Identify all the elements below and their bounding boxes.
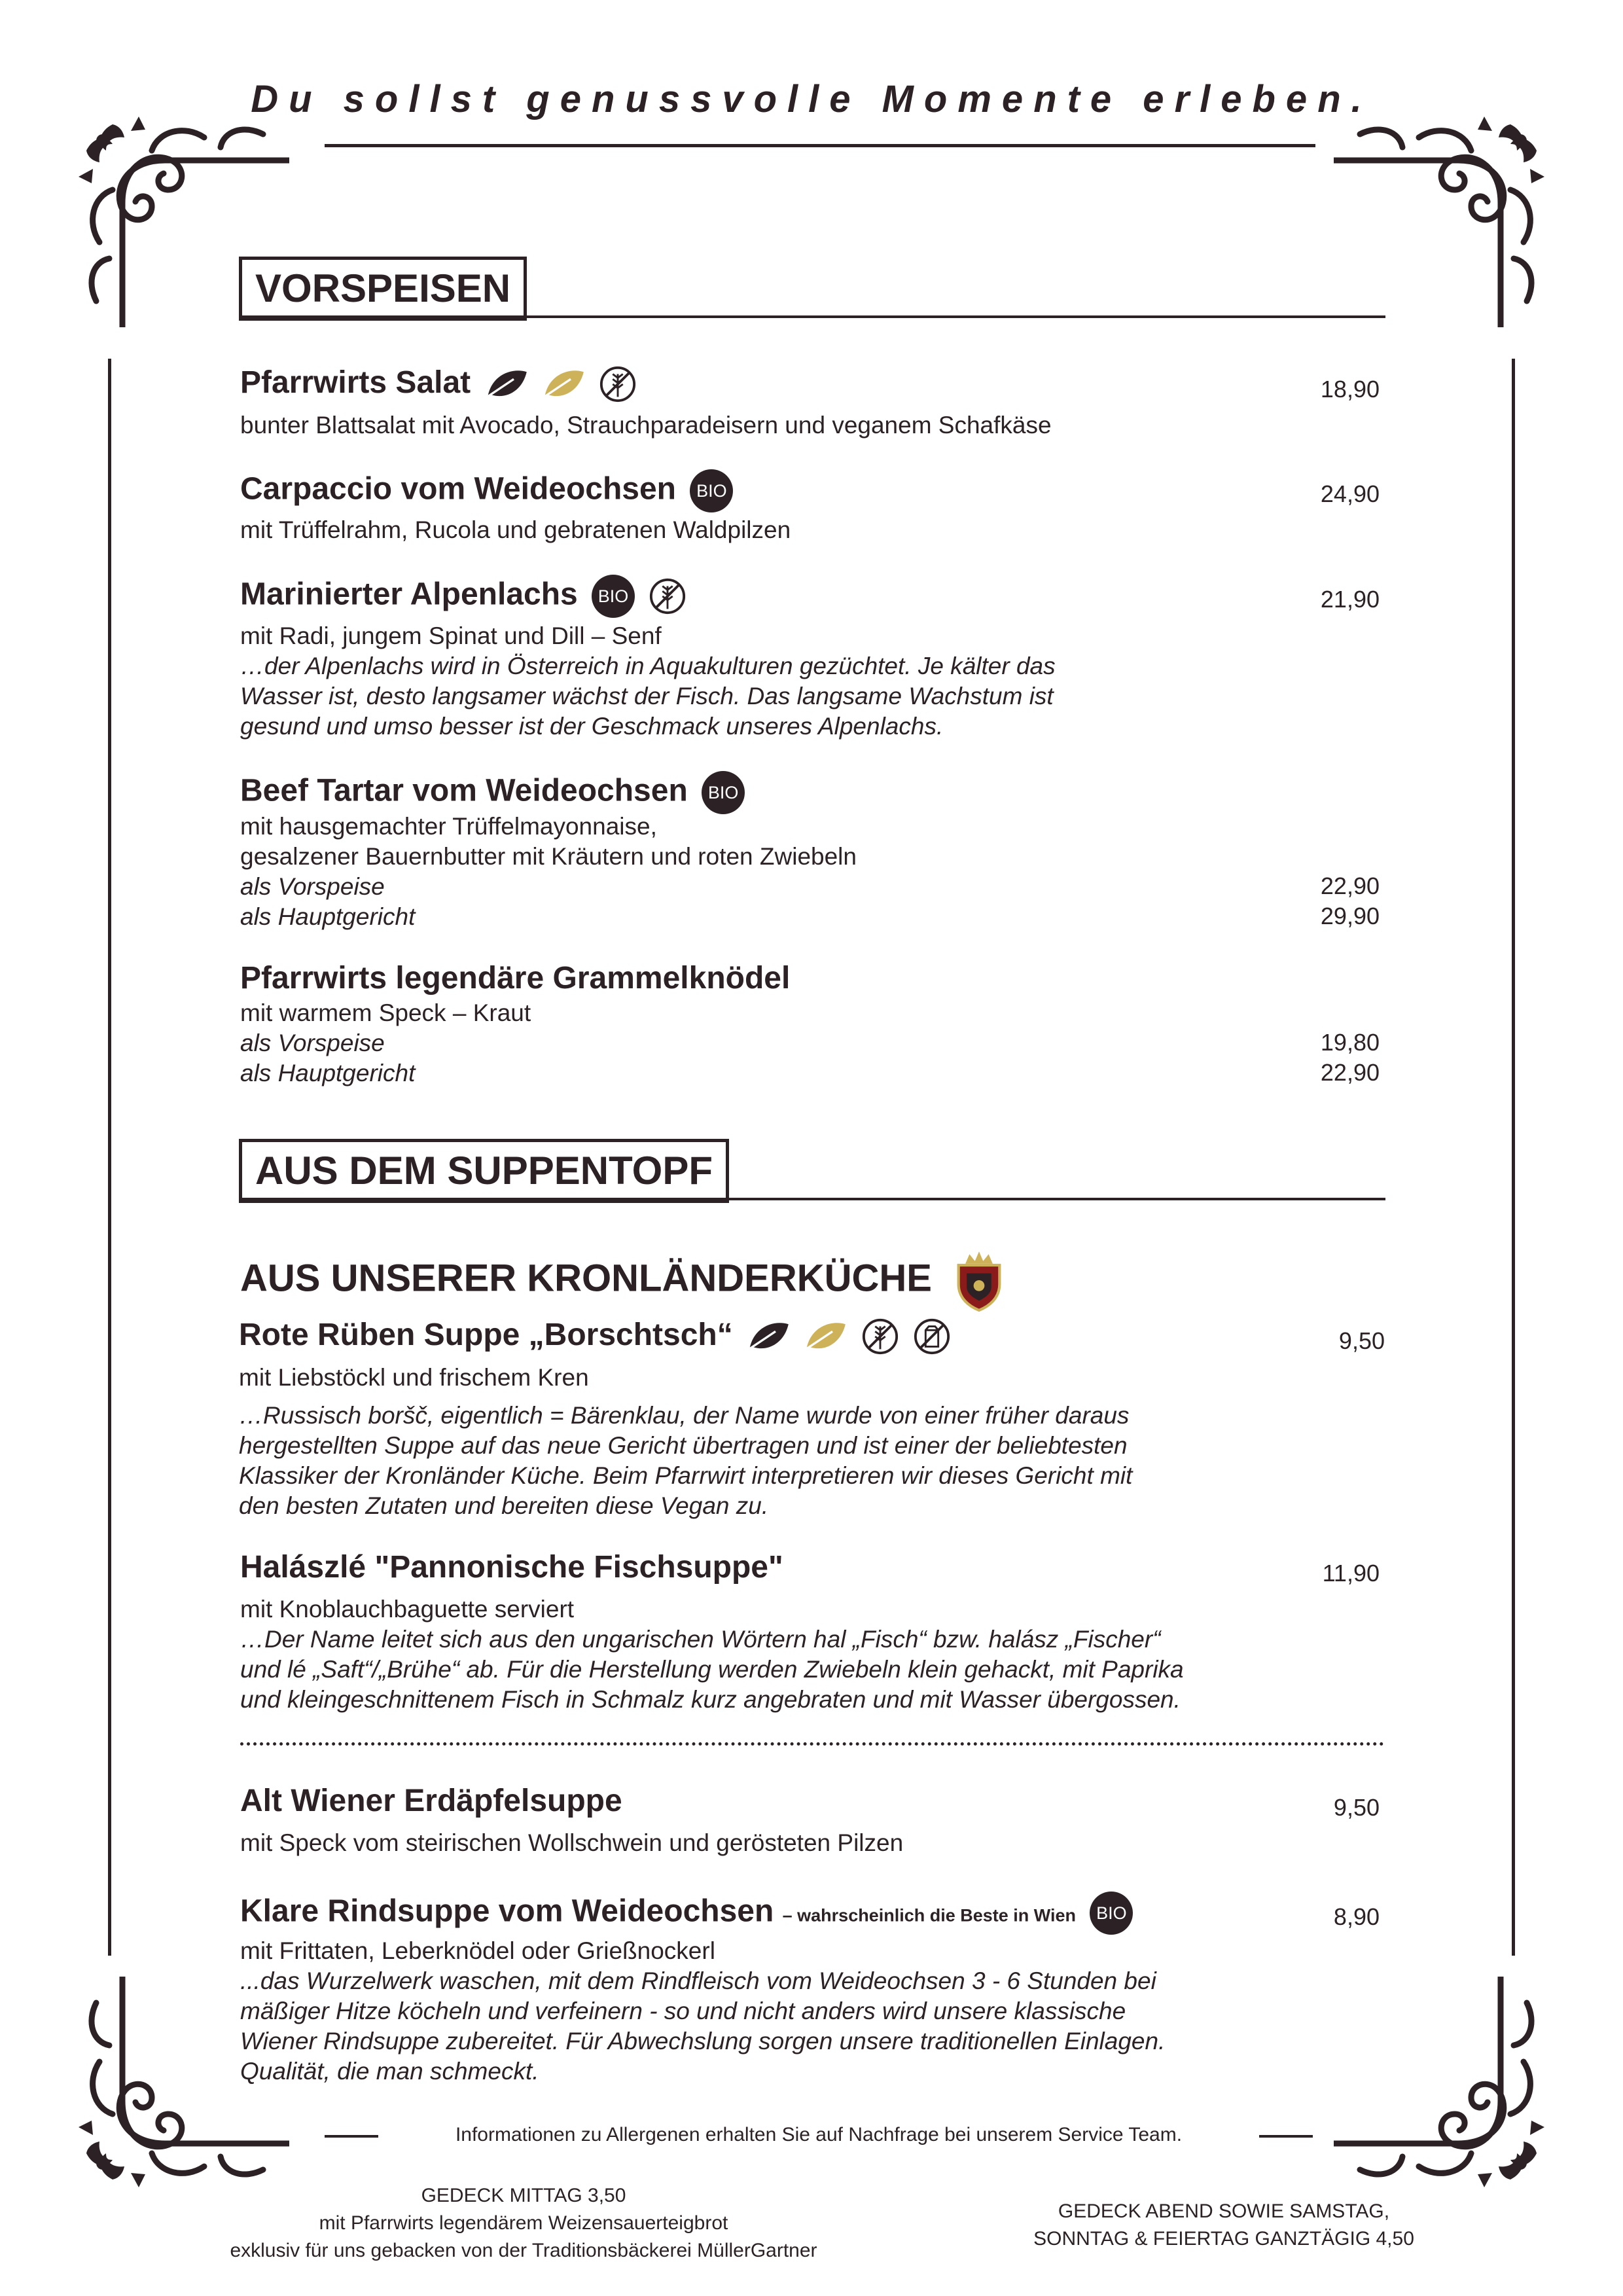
dish-option: als Hauptgericht — [240, 1060, 416, 1086]
dish-note-line: …Der Name leitet sich aus den ungarischen Wörtern hal „Fisch“ bzw. halász „Fischer“ — [240, 1626, 1161, 1653]
bio-badge: BIO — [1090, 1892, 1133, 1935]
dish-description: mit Speck vom steirischen Wollschwein und gerösteten Pilzen — [240, 1829, 904, 1856]
footer-rule-right — [1259, 2135, 1313, 2138]
dish-description: mit Liebstöckl und frischem Kren — [239, 1364, 589, 1391]
gedeck-mittag-line: exklusiv für uns gebacken von der Traditionsbäckerei MüllerGartner — [230, 2240, 817, 2261]
dish-name-text: Beef Tartar vom Weideochsen — [240, 773, 688, 808]
dish-note-line: gesund und umso besser ist der Geschmack unseres Alpenlachs. — [240, 713, 944, 740]
no-wheat-icon — [599, 365, 637, 403]
dish-name — [240, 365, 637, 403]
frame-line-left — [108, 359, 111, 1956]
dish-name-text: Pfarrwirts Salat — [240, 365, 471, 400]
gedeck-mittag-line: mit Pfarrwirts legendärem Weizensauerteigbrot — [319, 2212, 728, 2234]
kronlaender-heading — [240, 1250, 1007, 1312]
dish-option: als Vorspeise — [240, 873, 385, 900]
dish-price: 24,90 — [1320, 480, 1380, 507]
dish-name — [240, 771, 745, 814]
dish-option-price: 22,90 — [1320, 872, 1380, 899]
section-title-suppentopf: AUS DEM SUPPENTOPF — [239, 1139, 729, 1203]
dish-description: mit warmem Speck – Kraut — [240, 999, 531, 1026]
dish-name: Alt Wiener Erdäpfelsuppe — [240, 1784, 622, 1818]
dish-name-text: Carpaccio vom Weideochsen — [240, 471, 676, 507]
dish-note-line: den besten Zutaten und bereiten diese Vegan zu. — [239, 1492, 769, 1519]
dish-name: Pfarrwirts legendäre Grammelknödel — [240, 961, 791, 996]
dish-name: Halászlé "Pannonische Fischsuppe" — [240, 1550, 783, 1585]
dish-description: mit Trüffelrahm, Rucola und gebratenen Waldpilzen — [240, 516, 791, 543]
leaf-gold-icon — [542, 366, 585, 403]
corner-ornament-top-right — [1334, 111, 1550, 327]
gedeck-abend-line: SONNTAG & FEIERTAG GANZTÄGIG 4,50 — [1033, 2228, 1414, 2250]
dish-note-line: ...das Wurzelwerk waschen, mit dem Rindfleisch vom Weideochsen 3 - 6 Stunden bei — [240, 1967, 1156, 1994]
dotted-separator — [240, 1742, 1384, 1746]
dish-name — [240, 469, 733, 512]
dish-price: 11,90 — [1322, 1560, 1380, 1587]
dish-note-line: und kleingeschnittenem Fisch in Schmalz kurz angebraten und mit Wasser übergossen. — [240, 1686, 1181, 1713]
leaf-dark-icon — [485, 366, 528, 403]
dish-note-line: und lé „Saft“/„Brühe“ ab. Für die Herstellung werden Zwiebeln klein gehackt, mit Paprika — [240, 1656, 1184, 1683]
bio-badge: BIO — [592, 575, 635, 618]
dish-option: als Vorspeise — [240, 1030, 385, 1056]
dish-price: 18,90 — [1320, 376, 1380, 403]
leaf-gold-icon — [804, 1318, 847, 1355]
no-milk-icon — [913, 1318, 951, 1355]
dish-note-line: Wiener Rindsuppe zubereitet. Für Abwechslung sorgen unsere traditionellen Einlagen. — [240, 2028, 1166, 2054]
dish-price: 21,90 — [1320, 586, 1380, 613]
dish-name — [240, 575, 687, 618]
dish-name-text: Rote Rüben Suppe „Borschtsch“ — [239, 1318, 733, 1352]
dish-name — [240, 1892, 1133, 1935]
dish-option: als Hauptgericht — [240, 903, 416, 930]
dish-option-price: 19,80 — [1320, 1029, 1380, 1056]
dish-name-text: Klare Rindsuppe vom Weideochsen — [240, 1893, 774, 1929]
no-wheat-icon — [649, 577, 687, 615]
dish-description: mit Knoblauchbaguette serviert — [240, 1596, 575, 1623]
no-wheat-icon — [861, 1318, 899, 1355]
leaf-dark-icon — [747, 1318, 790, 1355]
dish-note-line: …der Alpenlachs wird in Österreich in Aquakulturen gezüchtet. Je kälter das — [240, 653, 1056, 679]
dish-name — [239, 1317, 951, 1355]
dish-description: bunter Blattsalat mit Avocado, Strauchparadeisern und veganem Schafkäse — [240, 412, 1052, 439]
dish-option-price: 29,90 — [1320, 903, 1380, 929]
dish-price: 9,50 — [1333, 1794, 1380, 1821]
gedeck-mittag-line: GEDECK MITTAG 3,50 — [421, 2185, 626, 2206]
crest-icon — [952, 1250, 1007, 1312]
allergen-info: Informationen zu Allergenen erhalten Sie auf Nachfrage bei unserem Service Team. — [455, 2124, 1183, 2145]
section-title-vorspeisen: VORSPEISEN — [239, 257, 527, 321]
dish-name-suffix: – wahrscheinlich die Beste in Wien — [782, 1905, 1077, 1926]
section-rule-suppentopf — [239, 1198, 1385, 1200]
dish-price: 8,90 — [1333, 1903, 1380, 1930]
dish-option-price: 22,90 — [1320, 1059, 1380, 1086]
section-rule-vorspeisen — [239, 315, 1385, 318]
dish-note-line: Klassiker der Kronländer Küche. Beim Pfarrwirt interpretieren wir dieses Gericht mit — [239, 1462, 1133, 1489]
dish-description: mit hausgemachter Trüffelmayonnaise, — [240, 813, 657, 840]
dish-note-line: hergestellten Suppe auf das neue Gericht übertragen und ist einer der beliebtesten — [239, 1432, 1128, 1459]
dish-price: 9,50 — [1338, 1327, 1385, 1354]
dish-note-line: mäßiger Hitze köcheln und verfeinern - so und nicht anders wird unsere klassische — [240, 1998, 1126, 2024]
dish-name-text: Marinierter Alpenlachs — [240, 577, 578, 612]
bio-badge: BIO — [690, 469, 733, 512]
dish-description: mit Radi, jungem Spinat und Dill – Senf — [240, 622, 662, 649]
tagline-rule — [325, 144, 1315, 147]
dish-description: mit Frittaten, Leberknödel oder Grießnockerl — [240, 1937, 715, 1964]
frame-line-right — [1512, 359, 1515, 1956]
footer-rule-left — [325, 2135, 378, 2138]
bio-badge: BIO — [702, 771, 745, 814]
dish-note-line: …Russisch boršč, eigentlich = Bärenklau, der Name wurde von einer früher daraus — [239, 1402, 1130, 1429]
gedeck-abend-line: GEDECK ABEND SOWIE SAMSTAG, — [1058, 2200, 1390, 2222]
tagline: Du sollst genussvolle Momente erleben. — [251, 78, 1372, 120]
dish-note-line: Wasser ist, desto langsamer wächst der Fisch. Das langsame Wachstum ist — [240, 683, 1054, 709]
dish-note-line: Qualität, die man schmeckt. — [240, 2058, 539, 2085]
dish-description: gesalzener Bauernbutter mit Kräutern und roten Zwiebeln — [240, 843, 857, 870]
kronlaender-heading-text: AUS UNSERER KRONLÄNDERKÜCHE — [240, 1257, 932, 1300]
corner-ornament-bottom-right — [1334, 1977, 1550, 2193]
